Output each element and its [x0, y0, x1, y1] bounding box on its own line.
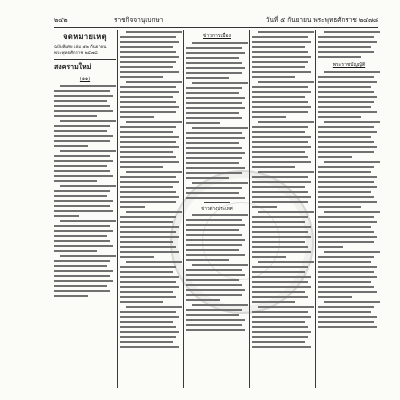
journal-title: ราชกิจจานุเบกษา — [114, 16, 164, 24]
column-3-heading: ข่าวการเมือง — [202, 33, 231, 39]
column-5-subheading: พระราชบัญญัติ — [332, 62, 366, 68]
running-head — [54, 15, 378, 26]
column-divider — [315, 30, 316, 388]
section-title: สงครามใหม่ — [54, 62, 92, 71]
issue-info: วันที่ ๕ กันยายน พระพุทธศักราช ๒๔๗๘ — [265, 16, 378, 24]
masthead-rule — [54, 27, 378, 28]
section-subtitle: (๑๑) — [79, 76, 91, 82]
column-1-text — [54, 85, 116, 297]
masthead-info: ฉบับพิเศษ เล่ม ๕๒ กันยายน พระพุทธศักราช ๒๔๗๘ — [54, 45, 107, 56]
masthead-title: จดหมายเหตุ — [63, 32, 107, 41]
column-2 — [120, 30, 182, 388]
page-number: ๒๔๒ — [54, 16, 68, 24]
column-divider — [117, 30, 118, 388]
masthead-divider — [54, 59, 116, 60]
column-5-text-top — [318, 31, 380, 58]
column-3-mid-label: ข่าวต่างประเทศ — [201, 207, 233, 212]
column-5 — [318, 30, 380, 388]
watermark-seal — [170, 170, 314, 314]
column-2-text — [120, 31, 182, 348]
column-1 — [54, 30, 116, 388]
column-5-text — [318, 71, 380, 328]
